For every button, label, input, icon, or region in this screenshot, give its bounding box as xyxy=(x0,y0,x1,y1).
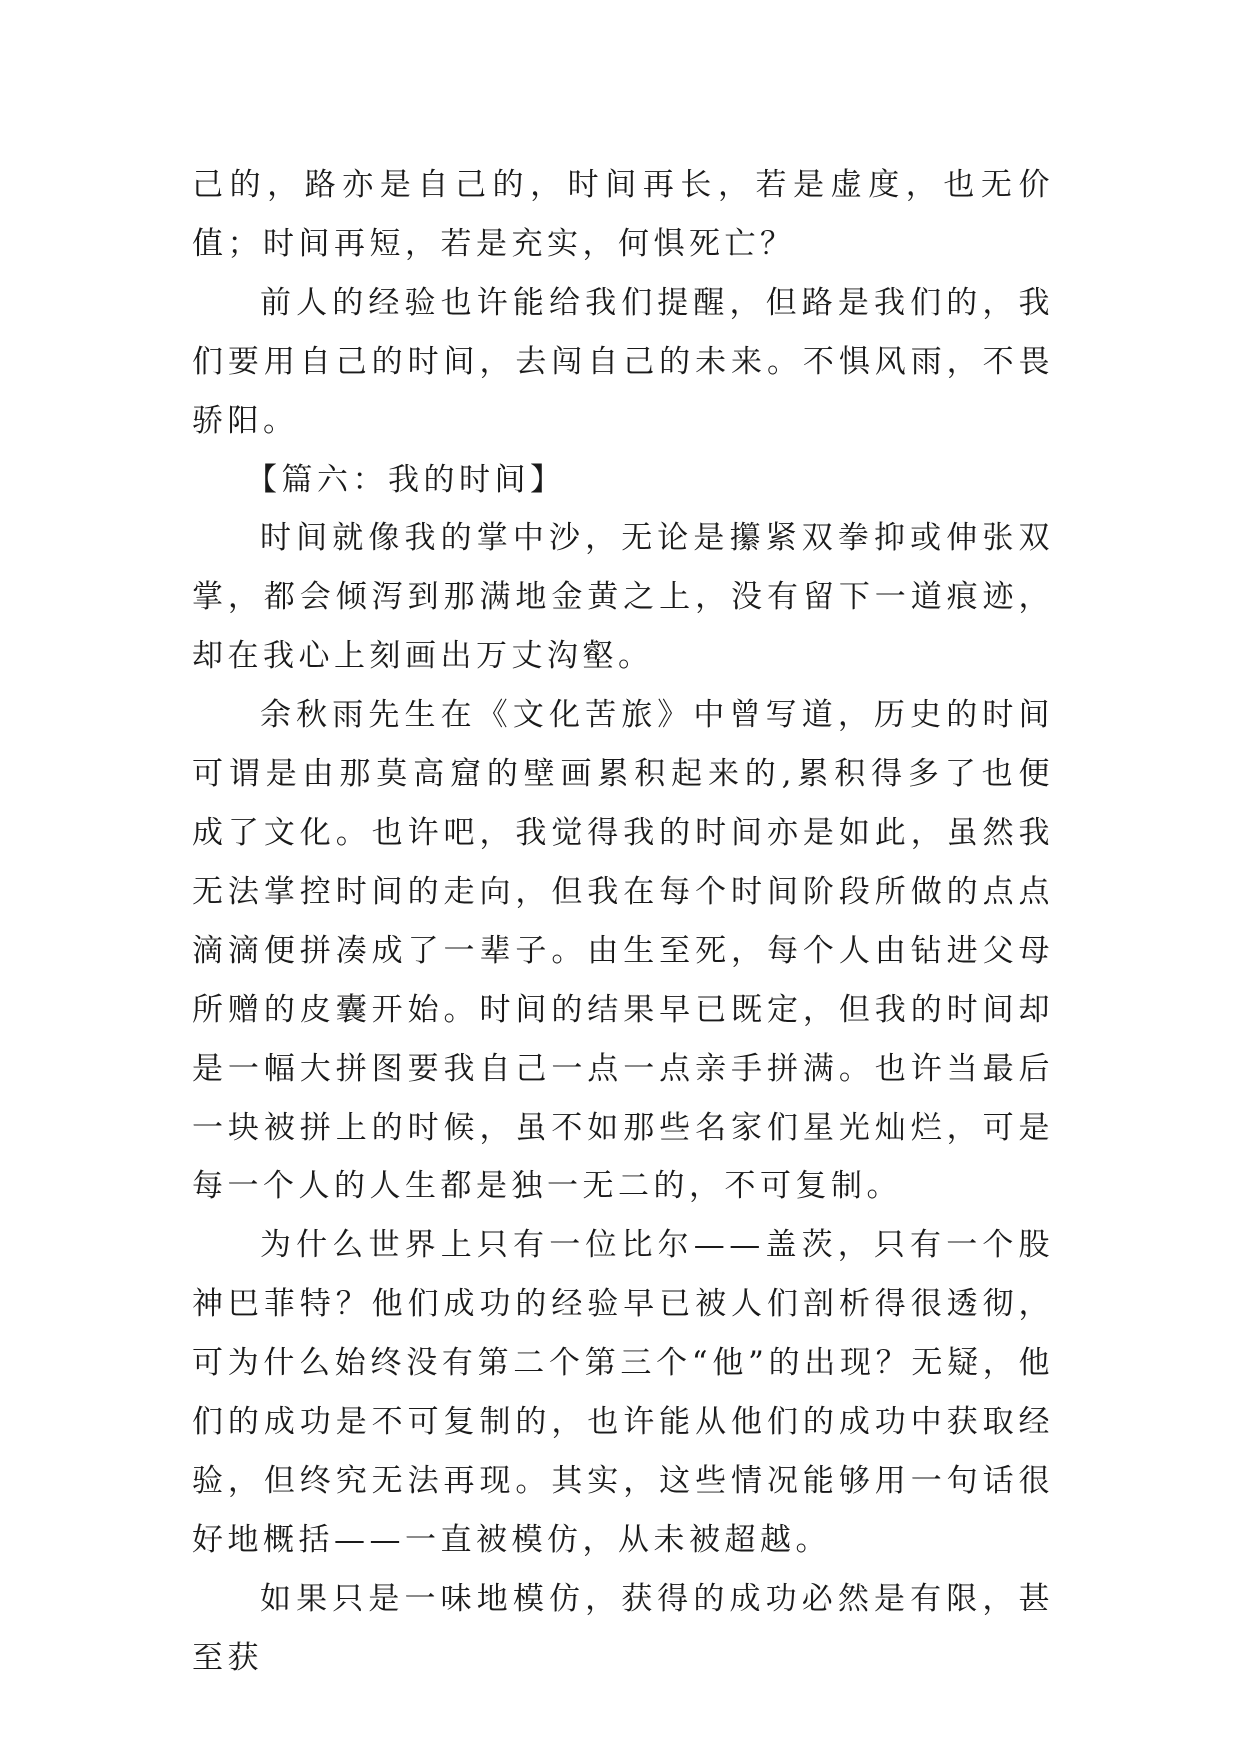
paragraph-continuation: 己的，路亦是自己的，时间再长，若是虚度，也无价值；时间再短，若是充实，何惧死亡？ xyxy=(192,167,1054,262)
paragraph: 时间就像我的掌中沙，无论是攥紧双拳抑或伸张双掌，都会倾泻到那满地金黄之上，没有留下一道痕迹，却在我心上刻画出万丈沟壑。 xyxy=(192,520,1054,675)
paragraph: 为什么世界上只有一位比尔——盖茨，只有一个股神巴菲特？他们成功的经验早已被人们剖析得很透彻，可为什么始终没有第二个第三个“他”的出现？无疑，他们的成功是不可复制的，也许能从他们的成功中获取经验，但终究无法再现。其实，这些情况能够用一句话很好地概括——一直被模仿，从未被超越。 xyxy=(192,1227,1054,1558)
section-heading: 【篇六：我的时间】 xyxy=(246,461,566,498)
paragraph: 余秋雨先生在《文化苦旅》中曾写道，历史的时间可谓是由那莫高窟的壁画累积起来的,累积得多了也便成了文化。也许吧，我觉得我的时间亦是如此，虽然我无法掌控时间的走向，但我在每个时间阶段所做的点点滴滴便拼凑成了一辈子。由生至死，每个人由钻进父母所赠的皮囊开始。时间的结果早已既定，但我的时间却是一幅大拼图要我自己一点一点亲手拼满。也许当最后一块被拼上的时候，虽不如那些名家们星光灿烂，可是每一个人的人生都是独一无二的，不可复制。 xyxy=(192,697,1054,1205)
document-body xyxy=(192,156,1054,1688)
paragraph: 前人的经验也许能给我们提醒，但路是我们的，我们要用自己的时间，去闯自己的未来。不惧风雨，不畏骄阳。 xyxy=(192,284,1054,439)
paragraph: 如果只是一味地模仿，获得的成功必然是有限，甚至获 xyxy=(192,1580,1054,1676)
